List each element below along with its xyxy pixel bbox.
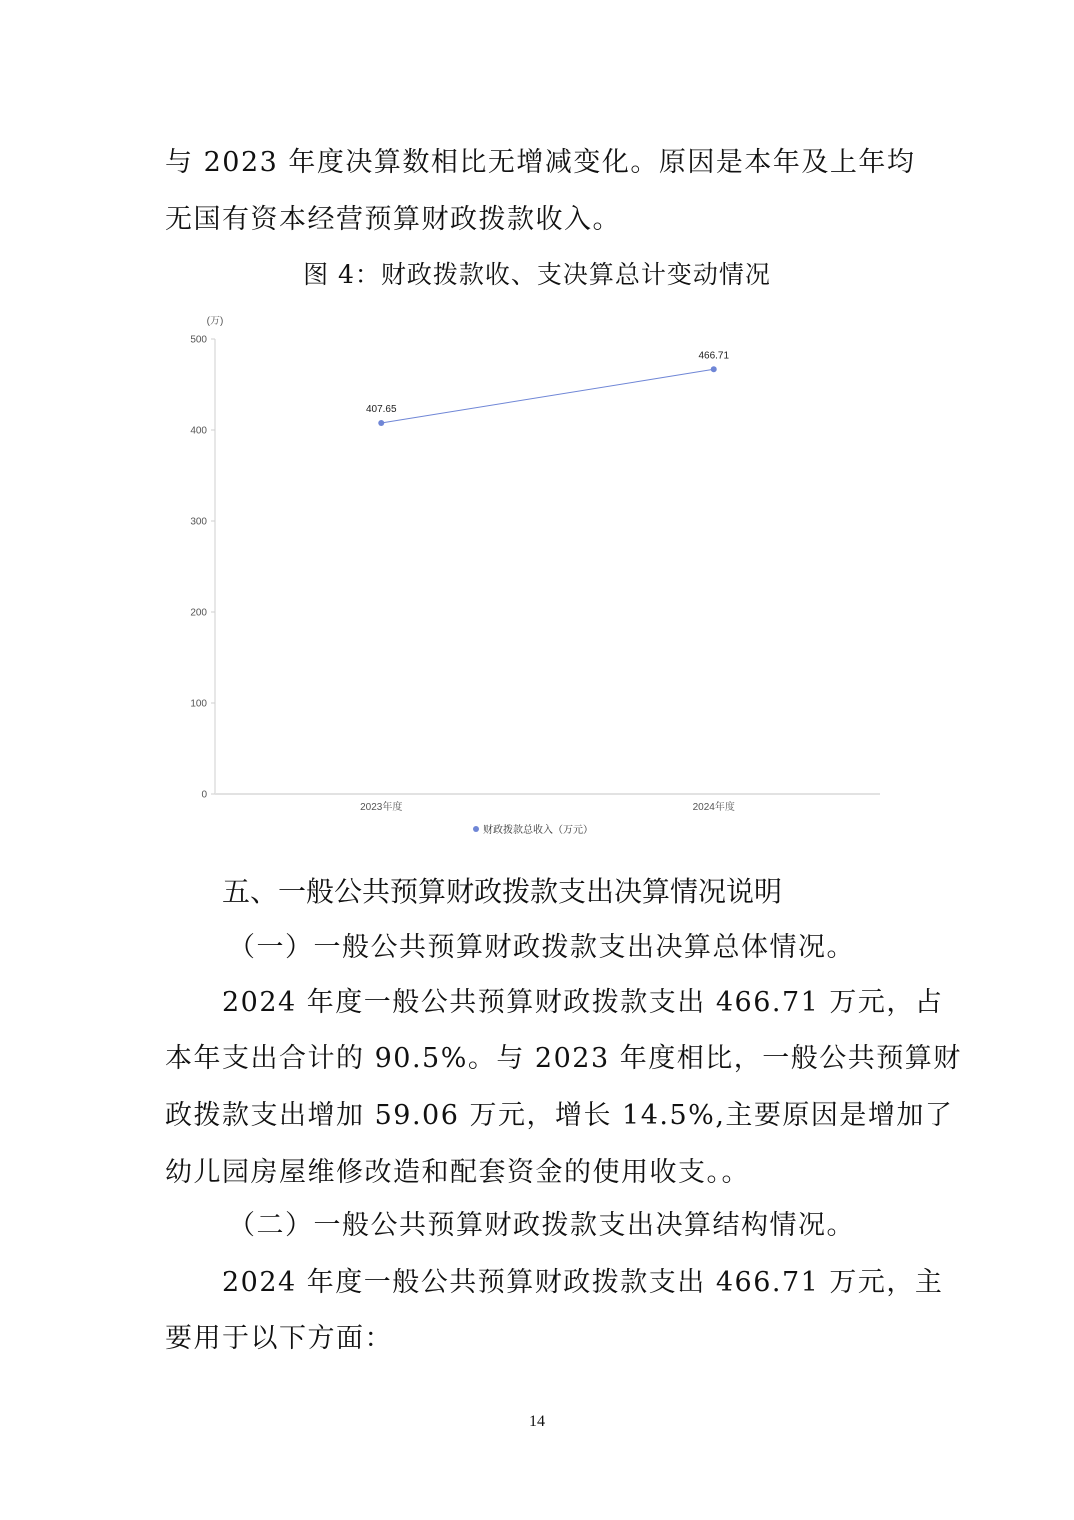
body-text-line: 本年支出合计的 90.5%。与 2023 年度相比，一般公共预算财 (165, 1043, 962, 1074)
data-label: 466.71 (698, 350, 730, 362)
subsection-heading: （二）一般公共预算财政拨款支出决算结构情况。 (228, 1210, 855, 1241)
y-tick-label: 0 (201, 789, 207, 801)
body-text-line: 无国有资本经营预算财政拨款收入。 (165, 204, 621, 235)
section-heading: 五、一般公共预算财政拨款支出决算情况说明 (222, 875, 783, 908)
y-tick-label: 400 (190, 425, 207, 437)
body-text-line: 要用于以下方面： (165, 1323, 393, 1354)
y-tick-label: 500 (190, 334, 207, 346)
legend-marker (473, 826, 479, 832)
body-text-line: 2024 年度一般公共预算财政拨款支出 466.71 万元，主 (222, 1267, 944, 1298)
legend (473, 823, 593, 836)
body-text-line: 政拨款支出增加 59.06 万元，增长 14.5%,主要原因是增加了 (165, 1100, 954, 1131)
body-text-line: 与 2023 年度决算数相比无增减变化。原因是本年及上年均 (165, 147, 916, 178)
y-tick-label: 100 (190, 698, 207, 710)
page-number: 14 (529, 1413, 545, 1430)
y-tick-label: 200 (190, 607, 207, 619)
body-text-line: 幼儿园房屋维修改造和配套资金的使用收支。。 (165, 1157, 750, 1188)
line-chart (0, 300, 1074, 860)
data-point (711, 366, 717, 372)
x-tick-label: 2023年度 (360, 802, 403, 813)
x-tick-label: 2024年度 (692, 802, 735, 813)
y-unit-label: (万) (206, 316, 224, 327)
series-line (381, 369, 714, 423)
y-tick-label: 300 (190, 516, 207, 528)
data-label: 407.65 (365, 404, 397, 416)
subsection-heading: （一）一般公共预算财政拨款支出决算总体情况。 (228, 932, 855, 963)
figure-caption: 图 4：财政拨款收、支决算总计变动情况 (303, 260, 771, 289)
legend-label: 财政拨款总收入（万元） (483, 825, 593, 836)
data-point (378, 420, 384, 426)
body-text-line: 2024 年度一般公共预算财政拨款支出 466.71 万元，占 (222, 987, 944, 1018)
